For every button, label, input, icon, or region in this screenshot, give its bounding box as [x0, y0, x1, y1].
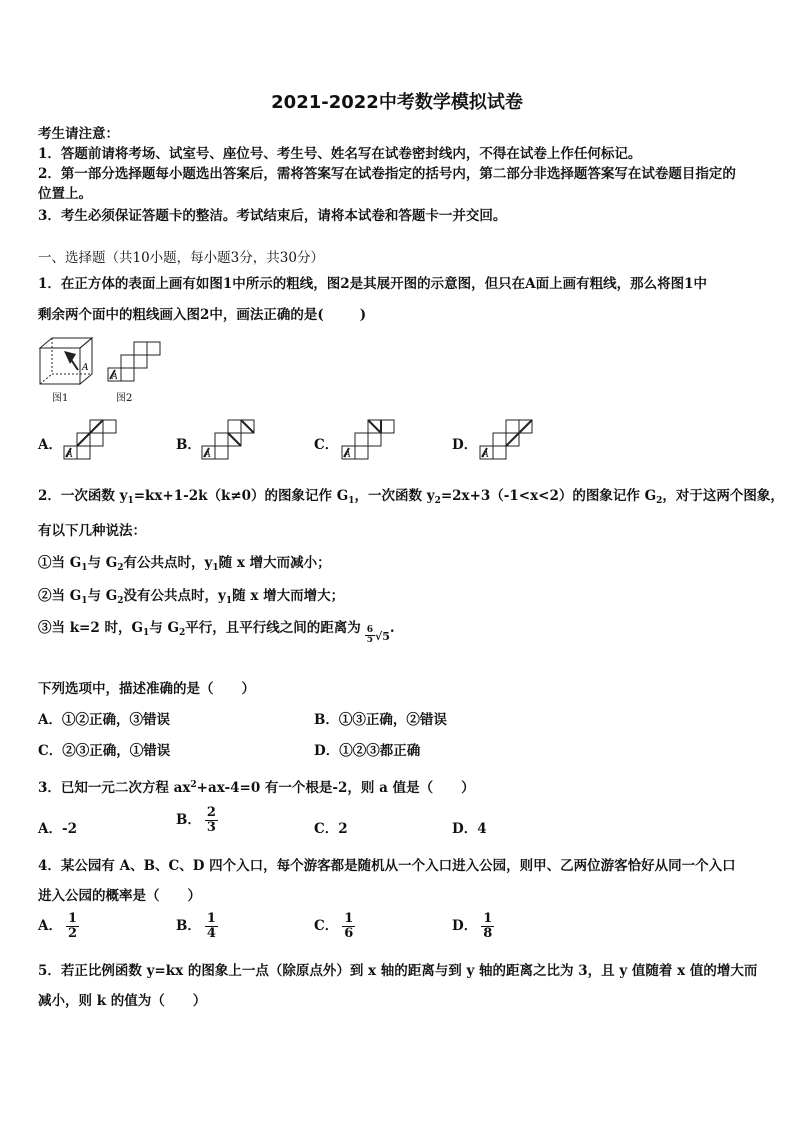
q1-option-d-label[interactable]: D．	[452, 437, 478, 453]
q4-option-a[interactable]: A． $\frac{1}{2}$	[38, 911, 78, 941]
figure-2-net	[106, 342, 166, 382]
q4-stem-line2: 进入公园的概率是（ ）	[38, 888, 201, 904]
q3-option-d[interactable]: D．4	[452, 821, 487, 837]
q1-option-c-label[interactable]: C．	[314, 437, 339, 453]
notice-item-1: 1．答题前请将考场、试室号、座位号、考生号、姓名写在试卷密封线内，不得在试卷上作任何标记。	[38, 146, 642, 162]
q2-stem-line2: 有以下几种说法：	[38, 523, 146, 539]
q1-option-c-net[interactable]	[340, 420, 396, 460]
q1-option-a-label[interactable]: A．	[38, 437, 62, 453]
fig2-face-label: A	[112, 372, 118, 381]
notice-heading: 考生请注意：	[38, 126, 119, 142]
q2-statement-3: ③当 k=2 时，$G_1$与 $G_2$平行，且平行线之间的距离为 $\frac{6}{5}$ $_{√5}$.	[38, 620, 395, 645]
notice-item-2-cont: 位置上。	[38, 186, 92, 202]
q3-option-a[interactable]: A．-2	[38, 821, 77, 837]
q5-stem-line1: 5．若正比例函数 y=kx 的图象上一点（除原点外）到 x 轴的距离与到 y 轴的距离之比为 3，且 y 值随着 x 值的增大而	[38, 963, 758, 979]
q2-option-c[interactable]: C．②③正确，①错误	[38, 743, 171, 759]
q2-stem-line1: 2．一次函数 $y_1=kx+1-2k(k\ne 0)$的图象记作 $G_1$，一次函数 $y_2=2x+3(-1<x<2)$的图象记作 $G_2$，对于这两个图象，	[38, 488, 784, 506]
notice-item-2: 2．第一部分选择题每小题选出答案后，需将答案写在试卷指定的括号内，第二部分非选择题答案写在试卷题目指定的	[38, 166, 736, 182]
q4-option-d[interactable]: D． $\frac{1}{8}$	[452, 911, 493, 941]
section-heading: 一、选择题（共10小题，每小题3分，共30分）	[38, 250, 324, 266]
q3-option-c[interactable]: C．2	[314, 821, 348, 837]
figure-2-caption: 图2	[116, 393, 133, 404]
qd-face-label: A	[483, 450, 489, 459]
q4-stem-line1: 4．某公园有 A、B、C、D 四个入口，每个游客都是随机从一个入口进入公园，则甲、乙两位游客恰好从同一个入口	[38, 858, 736, 874]
q2-option-d[interactable]: D．①②③都正确	[314, 743, 421, 759]
q1-option-b-net[interactable]	[200, 420, 256, 460]
qc-face-label: A	[345, 450, 351, 459]
notice-item-3: 3．考生必须保证答题卡的整洁。考试结束后，请将本试卷和答题卡一并交回。	[38, 208, 507, 224]
q1-option-b-label[interactable]: B．	[176, 437, 201, 453]
q3-option-b[interactable]: B． $\frac{2}{3}$	[176, 805, 216, 835]
q2-statement-2: ②当 $G_1$与 $G_2$没有公共点时，$y_1$随 x 增大而增大；	[38, 588, 345, 606]
qa-face-label: A	[67, 450, 73, 459]
q4-option-b[interactable]: B． $\frac{1}{4}$	[176, 911, 216, 941]
q1-stem-line1: 1．在正方体的表面上画有如图1中所示的粗线，图2是其展开图的示意图，但只在A面上画有粗线，那么将图1中	[38, 276, 708, 292]
q3-stem: 3．已知一元二次方程 $ax^2+ax-4=0$ 有一个根是-2，则 a 值是（ ）	[38, 780, 475, 796]
q2-option-a[interactable]: A．①②正确，③错误	[38, 712, 170, 728]
fig1-face-label: A	[82, 363, 89, 373]
q1-stem-line2: 剩余两个面中的粗线画入图2中，画法正确的是( )	[38, 307, 367, 323]
figure-1-caption: 图1	[52, 393, 69, 404]
q2-option-b[interactable]: B．①③正确，②错误	[314, 712, 447, 728]
q2-statement-1: ①当 $G_1$与 $G_2$有公共点时，$y_1$随 x 增大而减小；	[38, 555, 331, 573]
q4-option-c[interactable]: C． $\frac{1}{6}$	[314, 911, 354, 941]
qb-face-label: A	[205, 450, 211, 459]
page-title: 2021-2022中考数学模拟试卷	[271, 92, 523, 113]
q1-option-a-net[interactable]	[62, 420, 118, 460]
figure-1-cube	[40, 336, 100, 386]
q1-option-d-net[interactable]	[478, 420, 534, 460]
q2-ask: 下列选项中，描述准确的是（ ）	[38, 681, 255, 697]
q5-stem-line2: 减小，则 k 的值为（ ）	[38, 993, 207, 1009]
